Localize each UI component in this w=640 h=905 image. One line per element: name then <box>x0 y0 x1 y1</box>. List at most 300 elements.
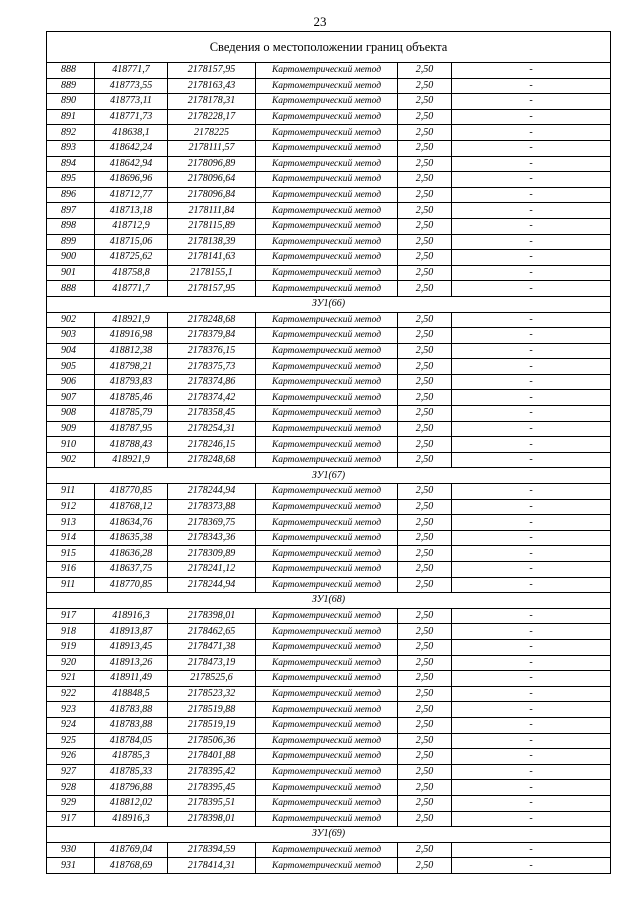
accuracy-cell: 2,50 <box>398 686 452 702</box>
method-cell: Картометрический метод <box>256 530 398 546</box>
accuracy-cell: 2,50 <box>398 530 452 546</box>
description-cell: - <box>452 577 611 593</box>
table-row <box>47 562 611 578</box>
x-coordinate-cell: 418758,8 <box>95 265 168 281</box>
table-row <box>47 125 611 141</box>
point-number-cell: 925 <box>47 733 95 749</box>
y-coordinate-cell: 2178096,84 <box>168 187 256 203</box>
method-cell: Картометрический метод <box>256 421 398 437</box>
method-cell: Картометрический метод <box>256 156 398 172</box>
accuracy-cell: 2,50 <box>398 577 452 593</box>
land-plot-label: ЗУ1(66) <box>47 296 611 312</box>
x-coordinate-cell: 418769,04 <box>95 842 168 858</box>
x-coordinate-cell: 418812,02 <box>95 795 168 811</box>
y-coordinate-cell: 2178358,45 <box>168 406 256 422</box>
accuracy-cell: 2,50 <box>398 312 452 328</box>
point-number-cell: 913 <box>47 515 95 531</box>
accuracy-cell: 2,50 <box>398 78 452 94</box>
point-number-cell: 888 <box>47 281 95 297</box>
table-row <box>47 717 611 733</box>
x-coordinate-cell: 418634,76 <box>95 515 168 531</box>
table-title: Сведения о местоположении границ объекта <box>47 32 611 63</box>
y-coordinate-cell: 2178374,86 <box>168 374 256 390</box>
description-cell: - <box>452 515 611 531</box>
table-row <box>47 749 611 765</box>
method-cell: Картометрический метод <box>256 312 398 328</box>
accuracy-cell: 2,50 <box>398 749 452 765</box>
x-coordinate-cell: 418916,98 <box>95 328 168 344</box>
x-coordinate-cell: 418785,3 <box>95 749 168 765</box>
table-row <box>47 655 611 671</box>
method-cell: Картометрический метод <box>256 203 398 219</box>
accuracy-cell: 2,50 <box>398 94 452 110</box>
accuracy-cell: 2,50 <box>398 702 452 718</box>
page-number: 23 <box>313 14 327 29</box>
table-row <box>47 671 611 687</box>
method-cell: Картометрический метод <box>256 562 398 578</box>
method-cell: Картометрический метод <box>256 343 398 359</box>
description-cell: - <box>452 203 611 219</box>
x-coordinate-cell: 418768,12 <box>95 499 168 515</box>
table-row <box>47 702 611 718</box>
method-cell: Картометрический метод <box>256 281 398 297</box>
point-number-cell: 888 <box>47 63 95 79</box>
y-coordinate-cell: 2178523,32 <box>168 686 256 702</box>
description-cell: - <box>452 78 611 94</box>
point-number-cell: 920 <box>47 655 95 671</box>
x-coordinate-cell: 418916,3 <box>95 608 168 624</box>
table-row <box>47 281 611 297</box>
description-cell: - <box>452 764 611 780</box>
point-number-cell: 922 <box>47 686 95 702</box>
point-number-cell: 893 <box>47 140 95 156</box>
y-coordinate-cell: 2178519,88 <box>168 702 256 718</box>
description-cell: - <box>452 328 611 344</box>
description-cell: - <box>452 858 611 874</box>
table-row <box>47 78 611 94</box>
description-cell: - <box>452 780 611 796</box>
description-cell: - <box>452 686 611 702</box>
table-row <box>47 421 611 437</box>
y-coordinate-cell: 2178376,15 <box>168 343 256 359</box>
point-number-cell: 898 <box>47 218 95 234</box>
y-coordinate-cell: 2178374,42 <box>168 390 256 406</box>
x-coordinate-cell: 418713,18 <box>95 203 168 219</box>
point-number-cell: 908 <box>47 406 95 422</box>
y-coordinate-cell: 2178414,31 <box>168 858 256 874</box>
table-row <box>47 858 611 874</box>
description-cell: - <box>452 484 611 500</box>
accuracy-cell: 2,50 <box>398 172 452 188</box>
description-cell: - <box>452 187 611 203</box>
method-cell: Картометрический метод <box>256 109 398 125</box>
y-coordinate-cell: 2178519,19 <box>168 717 256 733</box>
point-number-cell: 904 <box>47 343 95 359</box>
accuracy-cell: 2,50 <box>398 218 452 234</box>
description-cell: - <box>452 499 611 515</box>
x-coordinate-cell: 418770,85 <box>95 484 168 500</box>
accuracy-cell: 2,50 <box>398 624 452 640</box>
method-cell: Картометрический метод <box>256 374 398 390</box>
accuracy-cell: 2,50 <box>398 811 452 827</box>
accuracy-cell: 2,50 <box>398 639 452 655</box>
accuracy-cell: 2,50 <box>398 717 452 733</box>
point-number-cell: 896 <box>47 187 95 203</box>
table-row <box>47 624 611 640</box>
table-row <box>47 795 611 811</box>
method-cell: Картометрический метод <box>256 749 398 765</box>
accuracy-cell: 2,50 <box>398 858 452 874</box>
x-coordinate-cell: 418913,26 <box>95 655 168 671</box>
y-coordinate-cell: 2178395,45 <box>168 780 256 796</box>
description-cell: - <box>452 749 611 765</box>
table-row <box>47 437 611 453</box>
x-coordinate-cell: 418783,88 <box>95 717 168 733</box>
point-number-cell: 902 <box>47 452 95 468</box>
point-number-cell: 931 <box>47 858 95 874</box>
method-cell: Картометрический метод <box>256 250 398 266</box>
x-coordinate-cell: 418725,62 <box>95 250 168 266</box>
method-cell: Картометрический метод <box>256 265 398 281</box>
land-plot-label: ЗУ1(68) <box>47 593 611 609</box>
method-cell: Картометрический метод <box>256 78 398 94</box>
point-number-cell: 911 <box>47 484 95 500</box>
method-cell: Картометрический метод <box>256 328 398 344</box>
accuracy-cell: 2,50 <box>398 780 452 796</box>
method-cell: Картометрический метод <box>256 639 398 655</box>
x-coordinate-cell: 418916,3 <box>95 811 168 827</box>
method-cell: Картометрический метод <box>256 795 398 811</box>
point-number-cell: 912 <box>47 499 95 515</box>
table-row <box>47 406 611 422</box>
point-number-cell: 927 <box>47 764 95 780</box>
point-number-cell: 900 <box>47 250 95 266</box>
y-coordinate-cell: 2178111,57 <box>168 140 256 156</box>
table-row <box>47 390 611 406</box>
accuracy-cell: 2,50 <box>398 421 452 437</box>
method-cell: Картометрический метод <box>256 63 398 79</box>
method-cell: Картометрический метод <box>256 359 398 375</box>
table-row <box>47 218 611 234</box>
method-cell: Картометрический метод <box>256 780 398 796</box>
accuracy-cell: 2,50 <box>398 281 452 297</box>
y-coordinate-cell: 2178115,89 <box>168 218 256 234</box>
point-number-cell: 906 <box>47 374 95 390</box>
accuracy-cell: 2,50 <box>398 562 452 578</box>
y-coordinate-cell: 2178373,88 <box>168 499 256 515</box>
point-number-cell: 889 <box>47 78 95 94</box>
x-coordinate-cell: 418848,5 <box>95 686 168 702</box>
accuracy-cell: 2,50 <box>398 265 452 281</box>
x-coordinate-cell: 418812,38 <box>95 343 168 359</box>
accuracy-cell: 2,50 <box>398 359 452 375</box>
x-coordinate-cell: 418771,73 <box>95 109 168 125</box>
table-row <box>47 374 611 390</box>
method-cell: Картометрический метод <box>256 437 398 453</box>
point-number-cell: 928 <box>47 780 95 796</box>
accuracy-cell: 2,50 <box>398 328 452 344</box>
x-coordinate-cell: 418696,96 <box>95 172 168 188</box>
method-cell: Картометрический метод <box>256 608 398 624</box>
table-header-row <box>47 32 611 63</box>
table-row <box>47 172 611 188</box>
boundary-coordinates-table <box>46 31 611 874</box>
land-plot-label: ЗУ1(67) <box>47 468 611 484</box>
x-coordinate-cell: 418913,87 <box>95 624 168 640</box>
method-cell: Картометрический метод <box>256 234 398 250</box>
accuracy-cell: 2,50 <box>398 842 452 858</box>
x-coordinate-cell: 418635,38 <box>95 530 168 546</box>
point-number-cell: 919 <box>47 639 95 655</box>
y-coordinate-cell: 2178096,89 <box>168 156 256 172</box>
description-cell: - <box>452 281 611 297</box>
table-row <box>47 234 611 250</box>
accuracy-cell: 2,50 <box>398 125 452 141</box>
accuracy-cell: 2,50 <box>398 203 452 219</box>
y-coordinate-cell: 2178141,63 <box>168 250 256 266</box>
table-row <box>47 94 611 110</box>
description-cell: - <box>452 156 611 172</box>
table-row <box>47 515 611 531</box>
x-coordinate-cell: 418783,88 <box>95 702 168 718</box>
point-number-cell: 909 <box>47 421 95 437</box>
description-cell: - <box>452 655 611 671</box>
accuracy-cell: 2,50 <box>398 608 452 624</box>
x-coordinate-cell: 418773,55 <box>95 78 168 94</box>
x-coordinate-cell: 418771,7 <box>95 63 168 79</box>
accuracy-cell: 2,50 <box>398 250 452 266</box>
y-coordinate-cell: 2178379,84 <box>168 328 256 344</box>
x-coordinate-cell: 418785,33 <box>95 764 168 780</box>
accuracy-cell: 2,50 <box>398 795 452 811</box>
description-cell: - <box>452 671 611 687</box>
description-cell: - <box>452 140 611 156</box>
description-cell: - <box>452 109 611 125</box>
point-number-cell: 894 <box>47 156 95 172</box>
method-cell: Картометрический метод <box>256 94 398 110</box>
land-plot-label: ЗУ1(69) <box>47 827 611 843</box>
description-cell: - <box>452 717 611 733</box>
description-cell: - <box>452 811 611 827</box>
table-row <box>47 63 611 79</box>
accuracy-cell: 2,50 <box>398 406 452 422</box>
table-row <box>47 359 611 375</box>
x-coordinate-cell: 418788,43 <box>95 437 168 453</box>
accuracy-cell: 2,50 <box>398 63 452 79</box>
description-cell: - <box>452 562 611 578</box>
method-cell: Картометрический метод <box>256 655 398 671</box>
method-cell: Картометрический метод <box>256 858 398 874</box>
point-number-cell: 917 <box>47 811 95 827</box>
x-coordinate-cell: 418712,9 <box>95 218 168 234</box>
method-cell: Картометрический метод <box>256 452 398 468</box>
method-cell: Картометрический метод <box>256 187 398 203</box>
table-row <box>47 842 611 858</box>
method-cell: Картометрический метод <box>256 577 398 593</box>
table-row <box>47 203 611 219</box>
point-number-cell: 918 <box>47 624 95 640</box>
x-coordinate-cell: 418921,9 <box>95 312 168 328</box>
description-cell: - <box>452 94 611 110</box>
method-cell: Картометрический метод <box>256 140 398 156</box>
y-coordinate-cell: 2178343,36 <box>168 530 256 546</box>
table-row <box>47 499 611 515</box>
x-coordinate-cell: 418793,83 <box>95 374 168 390</box>
description-cell: - <box>452 733 611 749</box>
y-coordinate-cell: 2178471,38 <box>168 639 256 655</box>
x-coordinate-cell: 418642,94 <box>95 156 168 172</box>
y-coordinate-cell: 2178375,73 <box>168 359 256 375</box>
x-coordinate-cell: 418637,75 <box>95 562 168 578</box>
y-coordinate-cell: 2178225 <box>168 125 256 141</box>
description-cell: - <box>452 546 611 562</box>
description-cell: - <box>452 250 611 266</box>
method-cell: Картометрический метод <box>256 733 398 749</box>
method-cell: Картометрический метод <box>256 764 398 780</box>
y-coordinate-cell: 2178246,15 <box>168 437 256 453</box>
x-coordinate-cell: 418911,49 <box>95 671 168 687</box>
x-coordinate-cell: 418787,95 <box>95 421 168 437</box>
point-number-cell: 901 <box>47 265 95 281</box>
accuracy-cell: 2,50 <box>398 374 452 390</box>
table-row <box>47 733 611 749</box>
description-cell: - <box>452 125 611 141</box>
table-row <box>47 328 611 344</box>
accuracy-cell: 2,50 <box>398 764 452 780</box>
x-coordinate-cell: 418768,69 <box>95 858 168 874</box>
table-row <box>47 140 611 156</box>
point-number-cell: 895 <box>47 172 95 188</box>
accuracy-cell: 2,50 <box>398 109 452 125</box>
accuracy-cell: 2,50 <box>398 187 452 203</box>
accuracy-cell: 2,50 <box>398 156 452 172</box>
table-row <box>47 546 611 562</box>
group-header-row <box>47 593 611 609</box>
description-cell: - <box>452 702 611 718</box>
x-coordinate-cell: 418642,24 <box>95 140 168 156</box>
accuracy-cell: 2,50 <box>398 234 452 250</box>
y-coordinate-cell: 2178254,31 <box>168 421 256 437</box>
table-row <box>47 156 611 172</box>
group-header-row <box>47 468 611 484</box>
table-row <box>47 608 611 624</box>
method-cell: Картометрический метод <box>256 218 398 234</box>
description-cell: - <box>452 218 611 234</box>
description-cell: - <box>452 639 611 655</box>
point-number-cell: 923 <box>47 702 95 718</box>
table-row <box>47 187 611 203</box>
description-cell: - <box>452 63 611 79</box>
description-cell: - <box>452 437 611 453</box>
y-coordinate-cell: 2178369,75 <box>168 515 256 531</box>
description-cell: - <box>452 374 611 390</box>
description-cell: - <box>452 265 611 281</box>
description-cell: - <box>452 608 611 624</box>
accuracy-cell: 2,50 <box>398 515 452 531</box>
y-coordinate-cell: 2178155,1 <box>168 265 256 281</box>
y-coordinate-cell: 2178462,65 <box>168 624 256 640</box>
point-number-cell: 921 <box>47 671 95 687</box>
x-coordinate-cell: 418785,79 <box>95 406 168 422</box>
method-cell: Картометрический метод <box>256 406 398 422</box>
point-number-cell: 926 <box>47 749 95 765</box>
table-row <box>47 577 611 593</box>
method-cell: Картометрический метод <box>256 686 398 702</box>
point-number-cell: 899 <box>47 234 95 250</box>
x-coordinate-cell: 418638,1 <box>95 125 168 141</box>
description-cell: - <box>452 842 611 858</box>
y-coordinate-cell: 2178138,39 <box>168 234 256 250</box>
y-coordinate-cell: 2178473,19 <box>168 655 256 671</box>
x-coordinate-cell: 418921,9 <box>95 452 168 468</box>
y-coordinate-cell: 2178248,68 <box>168 312 256 328</box>
point-number-cell: 907 <box>47 390 95 406</box>
table-row <box>47 686 611 702</box>
point-number-cell: 930 <box>47 842 95 858</box>
point-number-cell: 902 <box>47 312 95 328</box>
point-number-cell: 891 <box>47 109 95 125</box>
accuracy-cell: 2,50 <box>398 546 452 562</box>
accuracy-cell: 2,50 <box>398 390 452 406</box>
point-number-cell: 917 <box>47 608 95 624</box>
table-row <box>47 343 611 359</box>
method-cell: Картометрический метод <box>256 546 398 562</box>
y-coordinate-cell: 2178506,36 <box>168 733 256 749</box>
table-row <box>47 452 611 468</box>
point-number-cell: 914 <box>47 530 95 546</box>
point-number-cell: 915 <box>47 546 95 562</box>
group-header-row <box>47 296 611 312</box>
accuracy-cell: 2,50 <box>398 655 452 671</box>
x-coordinate-cell: 418715,06 <box>95 234 168 250</box>
accuracy-cell: 2,50 <box>398 733 452 749</box>
y-coordinate-cell: 2178096,64 <box>168 172 256 188</box>
point-number-cell: 916 <box>47 562 95 578</box>
x-coordinate-cell: 418636,28 <box>95 546 168 562</box>
description-cell: - <box>452 452 611 468</box>
x-coordinate-cell: 418712,77 <box>95 187 168 203</box>
x-coordinate-cell: 418771,7 <box>95 281 168 297</box>
point-number-cell: 890 <box>47 94 95 110</box>
x-coordinate-cell: 418773,11 <box>95 94 168 110</box>
accuracy-cell: 2,50 <box>398 484 452 500</box>
y-coordinate-cell: 2178401,88 <box>168 749 256 765</box>
description-cell: - <box>452 312 611 328</box>
y-coordinate-cell: 2178395,42 <box>168 764 256 780</box>
description-cell: - <box>452 530 611 546</box>
method-cell: Картометрический метод <box>256 717 398 733</box>
method-cell: Картометрический метод <box>256 842 398 858</box>
group-header-row <box>47 827 611 843</box>
description-cell: - <box>452 390 611 406</box>
point-number-cell: 905 <box>47 359 95 375</box>
point-number-cell: 911 <box>47 577 95 593</box>
y-coordinate-cell: 2178111,84 <box>168 203 256 219</box>
description-cell: - <box>452 343 611 359</box>
y-coordinate-cell: 2178157,95 <box>168 63 256 79</box>
y-coordinate-cell: 2178157,95 <box>168 281 256 297</box>
x-coordinate-cell: 418770,85 <box>95 577 168 593</box>
table-row <box>47 811 611 827</box>
y-coordinate-cell: 2178178,31 <box>168 94 256 110</box>
table-row <box>47 484 611 500</box>
method-cell: Картометрический метод <box>256 172 398 188</box>
method-cell: Картометрический метод <box>256 125 398 141</box>
method-cell: Картометрический метод <box>256 624 398 640</box>
y-coordinate-cell: 2178309,89 <box>168 546 256 562</box>
point-number-cell: 903 <box>47 328 95 344</box>
method-cell: Картометрический метод <box>256 499 398 515</box>
